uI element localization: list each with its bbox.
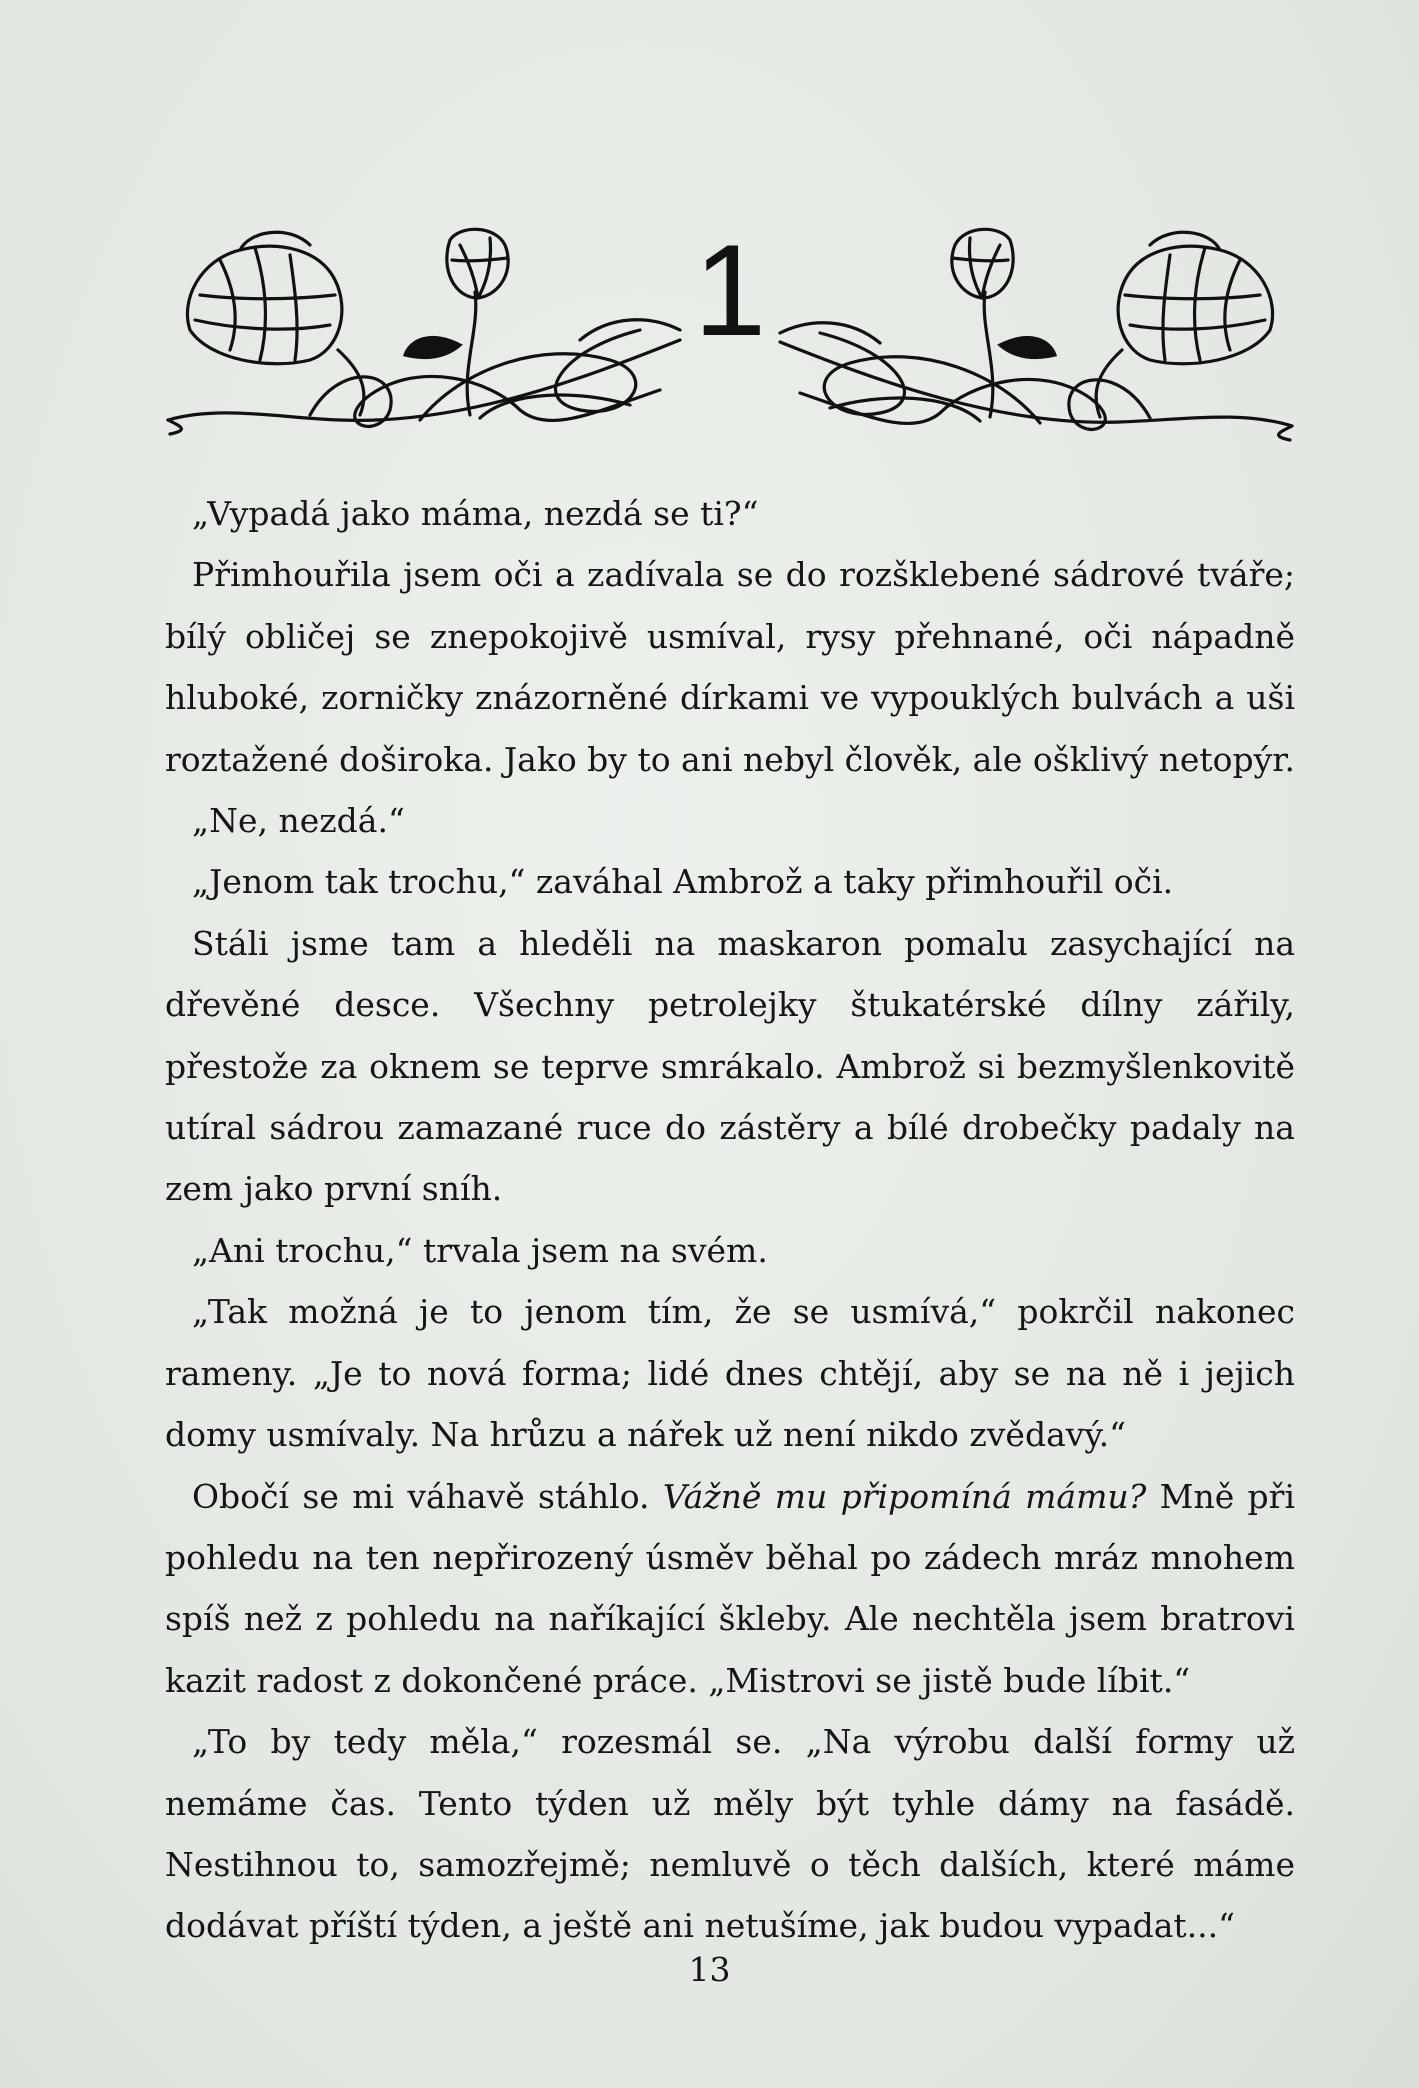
chapter-text xyxy=(165,483,1295,1957)
chapter-number: 1 xyxy=(693,217,767,363)
paragraph: „Vypadá jako máma, nezdá se ti?“ xyxy=(192,494,759,533)
paragraph: „Tak možná je to jenom tím, že se usmívá,“ pokrčil nakonec rameny. „Je to nová forma; lidé dnes chtějí, aby se na ně i jejich domy usmívaly. Na hrůzu a nářek už není nikdo zvědavý.“ xyxy=(165,1292,1295,1455)
italic-thought: Vážně mu připomíná mámu? xyxy=(662,1476,1147,1516)
paragraph-text: Mně při pohledu na ten nepřirozený úsměv běhal po zádech mráz mnohem spíš než z pohledu na naříkající škleby. Ale nechtěla jsem bratrovi kazit radost z dokončené práce. „Mistrovi se jistě bude líbit.“ xyxy=(165,1476,1295,1700)
page-number: 13 xyxy=(688,1950,731,1989)
paragraph: „Jenom tak trochu,“ zaváhal Ambrož a taky přimhouřil oči. xyxy=(192,862,1174,902)
paragraph-text: Obočí se mi váhavě stáhlo. xyxy=(192,1476,663,1516)
paragraph: „Ani trochu,“ trvala jsem na svém. xyxy=(192,1230,768,1270)
paragraph: Stáli jsme tam a hleděli na maskaron pomalu zasychající na dřevěné desce. Všechny petrolejky štukatérské dílny zářily, přestože za oknem se teprve smrákalo. Ambrož si bezmyšlenkovitě utíral sádrou zamazané ruce do zástěry a bílé drobečky padaly na zem jako první sníh. xyxy=(165,923,1295,1209)
paragraph: „To by tedy měla,“ rozesmál se. „Na výrobu další formy už nemáme čas. Tento týden už měly být tyhle dámy na fasádě. Nestihnou to, samozřejmě; nemluvě o těch dalších, které máme dodávat příští týden, a ještě ani netušíme, jak budou vypadat...“ xyxy=(165,1722,1295,1946)
paragraph xyxy=(165,1466,1295,1712)
paragraph: Přimhouřila jsem oči a zadívala se do rozšklebené sádrové tváře; bílý obličej se znepokojivě usmíval, rysy přehnané, oči nápadně hluboké, zorničky znázorněné dírkami ve vypouklých bulvách a uši roztažené doširoka. Jako by to ani nebyl člověk, ale ošklivý netopýr. xyxy=(165,555,1295,779)
paragraph: „Ne, nezdá.“ xyxy=(192,801,405,841)
